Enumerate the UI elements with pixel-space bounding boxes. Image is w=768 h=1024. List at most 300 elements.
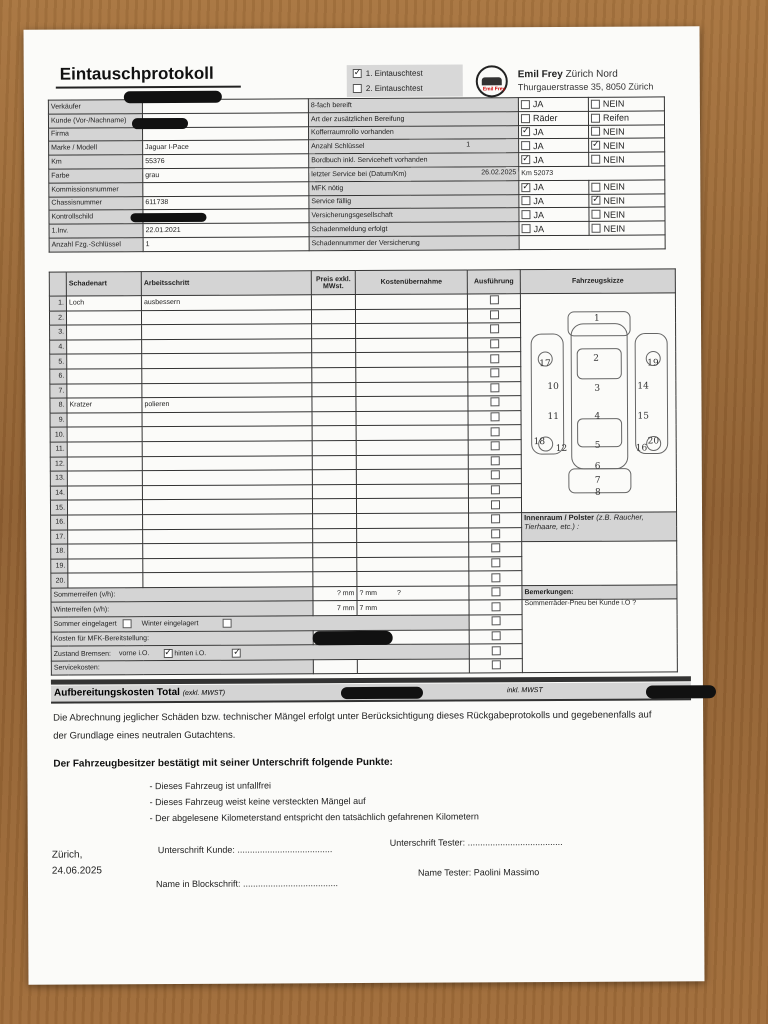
price-cell[interactable] — [312, 324, 356, 339]
cost-cell[interactable] — [356, 425, 468, 440]
cost-cell[interactable] — [355, 294, 467, 309]
field-label: Firma — [49, 127, 143, 141]
test-option-1[interactable] — [353, 69, 423, 78]
execution-checkbox[interactable] — [490, 442, 499, 451]
check-label — [309, 208, 519, 223]
test-1-checkbox[interactable] — [353, 69, 362, 78]
work-step[interactable] — [143, 572, 313, 587]
price-cell[interactable] — [313, 572, 357, 587]
company-branch: Zürich Nord — [565, 68, 618, 80]
check-label-text: Service fällig — [311, 198, 352, 206]
execution-checkbox[interactable] — [490, 398, 499, 407]
check-label — [309, 180, 519, 195]
field-value[interactable]: grau — [143, 168, 309, 183]
redacted-customer — [132, 118, 188, 129]
cost-cell[interactable] — [356, 454, 468, 469]
unit-label: mm — [365, 604, 378, 612]
check-b-cell — [588, 111, 664, 125]
cost-cell[interactable] — [356, 396, 468, 411]
sketch-number: 19 — [647, 358, 659, 369]
execution-checkbox[interactable] — [489, 296, 498, 305]
test-2-checkbox[interactable] — [353, 84, 362, 93]
check-label — [309, 167, 519, 182]
cost-cell[interactable] — [356, 323, 468, 338]
execution-cell — [469, 644, 522, 659]
total-inkl-label: inkl. MWST — [506, 687, 543, 695]
check-value: 26.02.2025 — [481, 169, 517, 177]
execution-cell — [469, 586, 522, 601]
option-label: JA — [532, 99, 544, 110]
field-value[interactable]: 1 — [143, 237, 309, 252]
damage-type[interactable] — [67, 354, 142, 369]
execution-checkbox[interactable] — [490, 383, 499, 392]
execution-checkbox[interactable] — [491, 529, 500, 538]
brakes-rear-checkbox[interactable] — [232, 648, 241, 657]
checkbox[interactable] — [591, 210, 600, 219]
check-a-cell — [519, 125, 589, 139]
cost-value[interactable] — [313, 659, 357, 674]
damage-type[interactable] — [67, 339, 142, 354]
check-option[interactable] — [521, 196, 586, 206]
field-value[interactable]: 55376 — [143, 154, 309, 169]
work-step[interactable] — [142, 484, 312, 499]
execution-checkbox[interactable] — [490, 456, 499, 465]
work-step[interactable] — [142, 382, 312, 397]
field-value[interactable]: 611738 — [143, 195, 309, 210]
sketch-number: 8 — [594, 487, 601, 498]
check-value: 1 — [466, 141, 471, 149]
field-label: Verkäufer — [48, 100, 142, 114]
check-b-cell — [589, 180, 665, 194]
redacted-total-inkl — [646, 685, 716, 698]
checkbox[interactable] — [521, 141, 530, 150]
check-option[interactable] — [521, 141, 586, 151]
test-1-label: 1. Eintauschtest — [365, 68, 423, 78]
damage-type[interactable] — [67, 442, 142, 457]
check-label-text: 8-fach bereift — [310, 101, 352, 110]
header-schadenart: Schadenart — [66, 272, 141, 296]
execution-checkbox[interactable] — [490, 354, 499, 363]
option-label: NEIN — [603, 154, 625, 165]
checkbox[interactable] — [521, 114, 530, 123]
row-number: 13. — [50, 471, 67, 486]
row-number: 2. — [49, 311, 66, 326]
cost-cell[interactable] — [356, 338, 468, 353]
tire-rear-cell[interactable] — [357, 600, 469, 615]
damage-type[interactable]: Kratzer — [67, 398, 142, 413]
damage-type[interactable] — [67, 369, 142, 384]
check-option[interactable] — [591, 209, 662, 219]
execution-cell — [468, 396, 521, 411]
checkbox[interactable] — [522, 224, 531, 233]
checkbox[interactable] — [521, 155, 530, 164]
execution-checkbox[interactable] — [491, 617, 500, 626]
cost-label: Kosten für MFK-Bereitstellung: — [51, 630, 313, 646]
work-step[interactable] — [142, 412, 312, 427]
checkbox[interactable] — [591, 155, 600, 164]
execution-checkbox[interactable] — [491, 514, 500, 523]
tire-front-value: 7 — [336, 604, 341, 612]
check-option[interactable] — [591, 182, 662, 192]
check-a-cell — [518, 111, 588, 125]
cost-cell[interactable] — [356, 367, 468, 382]
check-option[interactable] — [521, 127, 586, 137]
execution-cell — [468, 498, 521, 513]
work-step[interactable] — [143, 557, 313, 572]
cost-cell[interactable] — [356, 382, 468, 397]
redacted-mfk-cost — [313, 631, 393, 645]
work-step[interactable] — [143, 528, 313, 543]
check-option[interactable] — [521, 182, 586, 192]
checkbox[interactable] — [521, 100, 530, 109]
field-value[interactable] — [143, 182, 309, 197]
tire-question: ? — [396, 589, 401, 598]
check-b-cell — [589, 138, 665, 152]
name-block-field[interactable]: Name in Blockschrift: ...................................... — [155, 878, 339, 890]
check-label — [308, 98, 518, 113]
damage-type[interactable] — [68, 544, 143, 559]
work-step[interactable]: polieren — [142, 397, 312, 412]
execution-cell — [469, 629, 522, 644]
company-address: Thurgauerstrasse 35, 8050 Zürich — [517, 81, 654, 93]
logo-text: Emil Frey — [482, 86, 506, 93]
check-option[interactable] — [521, 154, 586, 164]
cost-cell[interactable] — [357, 571, 469, 586]
disclaimer-text: Die Abrechnung jeglicher Schäden bzw. technischer Mängel erfolgt unter Berücksichtigung dieses Rückgabeprotokolls und gegebenenfalls auf der Grundlage eines neutralen Gutachtens. — [53, 709, 652, 742]
row-number: 16. — [51, 515, 68, 530]
field-label: Marke / Modell — [49, 141, 143, 155]
execution-cell — [469, 571, 522, 586]
checkbox[interactable] — [591, 100, 600, 109]
price-cell[interactable] — [312, 455, 356, 470]
check-label-text: Schadennummer der Versicherung — [311, 239, 420, 248]
check-label-text: Versicherungsgesellschaft — [311, 212, 393, 220]
price-cell[interactable] — [312, 368, 356, 383]
damage-type[interactable] — [68, 558, 143, 573]
execution-checkbox[interactable] — [490, 369, 499, 378]
work-step[interactable] — [142, 324, 312, 339]
cost-label: Servicekosten: — [51, 660, 313, 676]
field-label: 1.Inv. — [49, 224, 143, 238]
price-cell[interactable] — [312, 484, 356, 499]
damage-type[interactable] — [67, 500, 142, 515]
price-cell[interactable] — [313, 513, 357, 528]
checkbox[interactable] — [521, 197, 530, 206]
checkbox[interactable] — [591, 141, 600, 150]
damage-type[interactable] — [67, 485, 142, 500]
sketch-number: 10 — [547, 381, 559, 393]
unit-label: mm — [365, 590, 378, 598]
sketch-number: 11 — [547, 411, 560, 423]
execution-cell — [468, 425, 521, 440]
execution-checkbox[interactable] — [490, 485, 499, 494]
check-option[interactable] — [591, 113, 662, 123]
tire-front-cell[interactable] — [313, 601, 357, 616]
work-step[interactable] — [141, 309, 311, 324]
check-option[interactable] — [591, 126, 662, 136]
check-label-text: Art der zusätzlichen Bereifung — [310, 115, 405, 123]
execution-cell — [468, 410, 521, 425]
check-label — [309, 139, 519, 154]
price-cell[interactable] — [312, 426, 356, 441]
check-label-text: Kofferraumrollo vorhanden — [311, 129, 394, 137]
execution-checkbox[interactable] — [491, 602, 500, 611]
checkbox[interactable] — [592, 224, 601, 233]
option-label: NEIN — [603, 209, 626, 220]
row-number: 20. — [51, 573, 68, 588]
checkbox[interactable] — [521, 183, 530, 192]
tire-front-value: ? — [336, 590, 341, 598]
work-step[interactable]: ausbessern — [141, 295, 311, 310]
checkbox[interactable] — [591, 127, 600, 136]
price-cell[interactable] — [313, 557, 357, 572]
execution-cell — [469, 556, 522, 571]
price-cell[interactable] — [312, 353, 356, 368]
option-label: JA — [533, 196, 544, 207]
field-label: Farbe — [49, 169, 143, 183]
damage-type[interactable] — [67, 427, 142, 442]
option-label: JA — [533, 154, 544, 165]
check-b-cell — [589, 193, 665, 207]
test-selector — [347, 64, 463, 97]
damage-type[interactable] — [67, 383, 142, 398]
price-cell[interactable] — [311, 295, 355, 310]
row-number: 15. — [50, 500, 67, 515]
price-cell[interactable] — [313, 543, 357, 558]
car-icon — [482, 77, 502, 85]
cost-cell[interactable] — [356, 352, 468, 367]
field-label: Anzahl Fzg.-Schlüssel — [49, 238, 143, 252]
execution-checkbox[interactable] — [491, 558, 500, 567]
protocol-sheet — [24, 26, 705, 985]
option-label: JA — [533, 127, 544, 138]
price-cell[interactable] — [313, 528, 357, 543]
date: 24.06.2025 — [51, 865, 103, 877]
check-b-cell — [589, 152, 665, 166]
row-number: 4. — [50, 340, 67, 355]
damage-type[interactable] — [66, 310, 141, 325]
price-cell[interactable] — [312, 470, 356, 485]
sketch-number: 4 — [594, 411, 601, 422]
execution-cell — [469, 542, 522, 557]
work-step[interactable] — [142, 441, 312, 456]
damage-type[interactable] — [68, 515, 143, 530]
field-label: Km — [49, 155, 143, 169]
execution-checkbox[interactable] — [490, 500, 499, 509]
check-option[interactable] — [591, 154, 662, 164]
execution-checkbox[interactable] — [490, 339, 499, 348]
check-option[interactable] — [521, 210, 586, 220]
execution-checkbox[interactable] — [491, 587, 500, 596]
option-label: NEIN — [603, 181, 625, 192]
header-nr — [49, 272, 66, 296]
execution-checkbox[interactable] — [491, 544, 500, 553]
signature-tester-field[interactable]: Unterschrift Tester: ...................................... — [389, 836, 563, 848]
price-cell[interactable] — [312, 338, 356, 353]
price-cell[interactable] — [312, 499, 356, 514]
sketch-number: 3 — [594, 383, 601, 394]
row-number: 10. — [50, 427, 67, 442]
cost-cell[interactable] — [356, 498, 468, 513]
execution-checkbox[interactable] — [491, 631, 500, 640]
row-number: 17. — [51, 530, 68, 545]
table-row — [51, 541, 677, 559]
field-label: Chassisnummer — [49, 196, 143, 210]
row-number: 18. — [51, 544, 68, 559]
sketch-number: 7 — [594, 475, 601, 486]
execution-checkbox[interactable] — [490, 412, 499, 421]
execution-cell — [468, 367, 521, 382]
work-step[interactable] — [142, 426, 312, 441]
cost-cell[interactable] — [357, 513, 469, 528]
cost-value-2[interactable] — [357, 659, 469, 674]
option-label: NEIN — [603, 126, 625, 137]
brakes-front-checkbox[interactable] — [163, 649, 172, 658]
field-value[interactable]: 22.01.2021 — [143, 223, 309, 238]
check-option[interactable] — [591, 195, 662, 205]
company-name — [518, 69, 618, 81]
damage-type[interactable] — [67, 412, 142, 427]
tire-rear-cell[interactable] — [357, 586, 469, 601]
work-step[interactable] — [143, 514, 313, 529]
check-a-cell — [519, 139, 589, 153]
redacted-plate — [130, 213, 206, 222]
tire-label: Winterreifen (v/h): — [51, 601, 313, 617]
price-cell[interactable] — [312, 397, 356, 412]
row-number: 6. — [50, 369, 67, 384]
work-step[interactable] — [142, 368, 312, 383]
damage-header-row — [49, 269, 675, 296]
remarks-text[interactable]: Sommerräder-Pneu bei Kunde i.O ? — [522, 599, 677, 673]
checkbox[interactable] — [591, 182, 600, 191]
header-arbeitsschritt: Arbeitsschritt — [141, 271, 311, 296]
cost-cell[interactable] — [355, 309, 467, 324]
check-a-cell — [519, 208, 589, 222]
brakes-label: Zustand Bremsen: — [53, 650, 111, 658]
price-cell[interactable] — [312, 440, 356, 455]
execution-checkbox[interactable] — [490, 427, 499, 436]
sketch-number: 6 — [594, 461, 601, 472]
check-a-cell — [519, 194, 589, 208]
option-label: JA — [533, 140, 544, 151]
damage-type[interactable] — [67, 325, 142, 340]
damage-type[interactable] — [67, 456, 142, 471]
signature-customer-field[interactable]: Unterschrift Kunde: ...................................... — [157, 844, 333, 856]
check-option[interactable] — [522, 223, 587, 233]
option-label: NEIN — [603, 140, 625, 151]
option-label: Räder — [532, 113, 558, 124]
execution-cell — [468, 483, 521, 498]
work-step[interactable] — [142, 455, 312, 470]
cost-cell[interactable] — [357, 557, 469, 572]
tester-name: Name Tester: Paolini Massimo — [417, 867, 540, 878]
execution-checkbox[interactable] — [490, 471, 499, 480]
damage-type[interactable] — [68, 529, 143, 544]
execution-checkbox[interactable] — [490, 325, 499, 334]
work-step[interactable] — [142, 353, 312, 368]
unit-label: mm — [342, 590, 355, 598]
work-step[interactable] — [142, 339, 312, 354]
cost-cell[interactable] — [356, 469, 468, 484]
price-cell[interactable] — [312, 382, 356, 397]
check-label-text: letzter Service bei (Datum/Km) — [311, 170, 407, 179]
checkbox[interactable] — [521, 128, 530, 137]
cost-cell[interactable] — [356, 440, 468, 455]
company-brand: Emil Frey — [517, 68, 563, 81]
unit-label: mm — [342, 604, 355, 612]
work-step[interactable] — [142, 470, 312, 485]
company-logo — [476, 65, 508, 97]
cost-cell[interactable] — [357, 527, 469, 542]
check-option[interactable] — [592, 223, 663, 233]
cost-cell[interactable] — [357, 542, 469, 557]
interior-hint: (z.B. Raucher, Tierhaare, etc.) : — [524, 512, 644, 532]
execution-cell — [467, 308, 520, 323]
cost-cell[interactable] — [356, 484, 468, 499]
execution-checkbox[interactable] — [491, 660, 500, 669]
vehicle-sketch — [520, 293, 676, 513]
sketch-number: 5 — [594, 440, 601, 451]
check-option[interactable] — [591, 140, 662, 150]
check-empty[interactable] — [519, 235, 665, 250]
damage-type[interactable]: Loch — [66, 296, 141, 311]
row-number: 3. — [50, 325, 67, 340]
header-kosten: Kostenübernahme — [355, 270, 467, 295]
summer-stored-checkbox[interactable] — [123, 620, 132, 629]
checkbox[interactable] — [591, 113, 600, 122]
service-km: Km 52073 — [519, 166, 665, 181]
check-option[interactable] — [591, 99, 662, 109]
checkbox[interactable] — [521, 210, 530, 219]
price-cell[interactable] — [311, 309, 355, 324]
check-label — [309, 222, 519, 237]
check-option[interactable] — [521, 99, 586, 109]
check-option[interactable] — [521, 113, 586, 123]
total-label-sub: (exkl. MWST) — [182, 689, 226, 697]
field-value[interactable]: Jaguar I-Pace — [143, 140, 309, 155]
cost-cell[interactable] — [356, 411, 468, 426]
execution-cell — [468, 337, 521, 352]
confirm-point-1: - Dieses Fahrzeug ist unfallfrei — [149, 780, 272, 792]
brakes-rear: hinten i.O. — [174, 649, 207, 657]
checkbox[interactable] — [591, 196, 600, 205]
execution-checkbox[interactable] — [491, 646, 500, 655]
work-step[interactable] — [142, 499, 312, 514]
row-number: 9. — [50, 413, 67, 428]
work-step[interactable] — [143, 543, 313, 558]
test-option-2[interactable] — [353, 84, 423, 93]
damage-type[interactable] — [68, 573, 143, 588]
damage-table — [49, 268, 678, 676]
execution-checkbox[interactable] — [491, 573, 500, 582]
row-number: 14. — [50, 486, 67, 501]
damage-type[interactable] — [67, 471, 142, 486]
total-label-text: Aufbereitungskosten Total — [53, 686, 180, 699]
check-label — [309, 153, 519, 168]
interior-section — [522, 512, 677, 542]
header-preis: Preis exkl. MWst. — [311, 271, 355, 295]
sketch-number: 18 — [533, 437, 546, 448]
price-cell[interactable] — [312, 411, 356, 426]
brakes-front: vorne i.O. — [118, 650, 150, 658]
interior-notes[interactable] — [522, 541, 677, 586]
execution-checkbox[interactable] — [489, 310, 498, 319]
sketch-number: 1 — [593, 313, 600, 324]
tire-front-cell[interactable] — [313, 586, 357, 601]
check-label — [309, 125, 519, 140]
redacted-seller — [124, 91, 222, 104]
winter-stored-checkbox[interactable] — [222, 619, 231, 628]
